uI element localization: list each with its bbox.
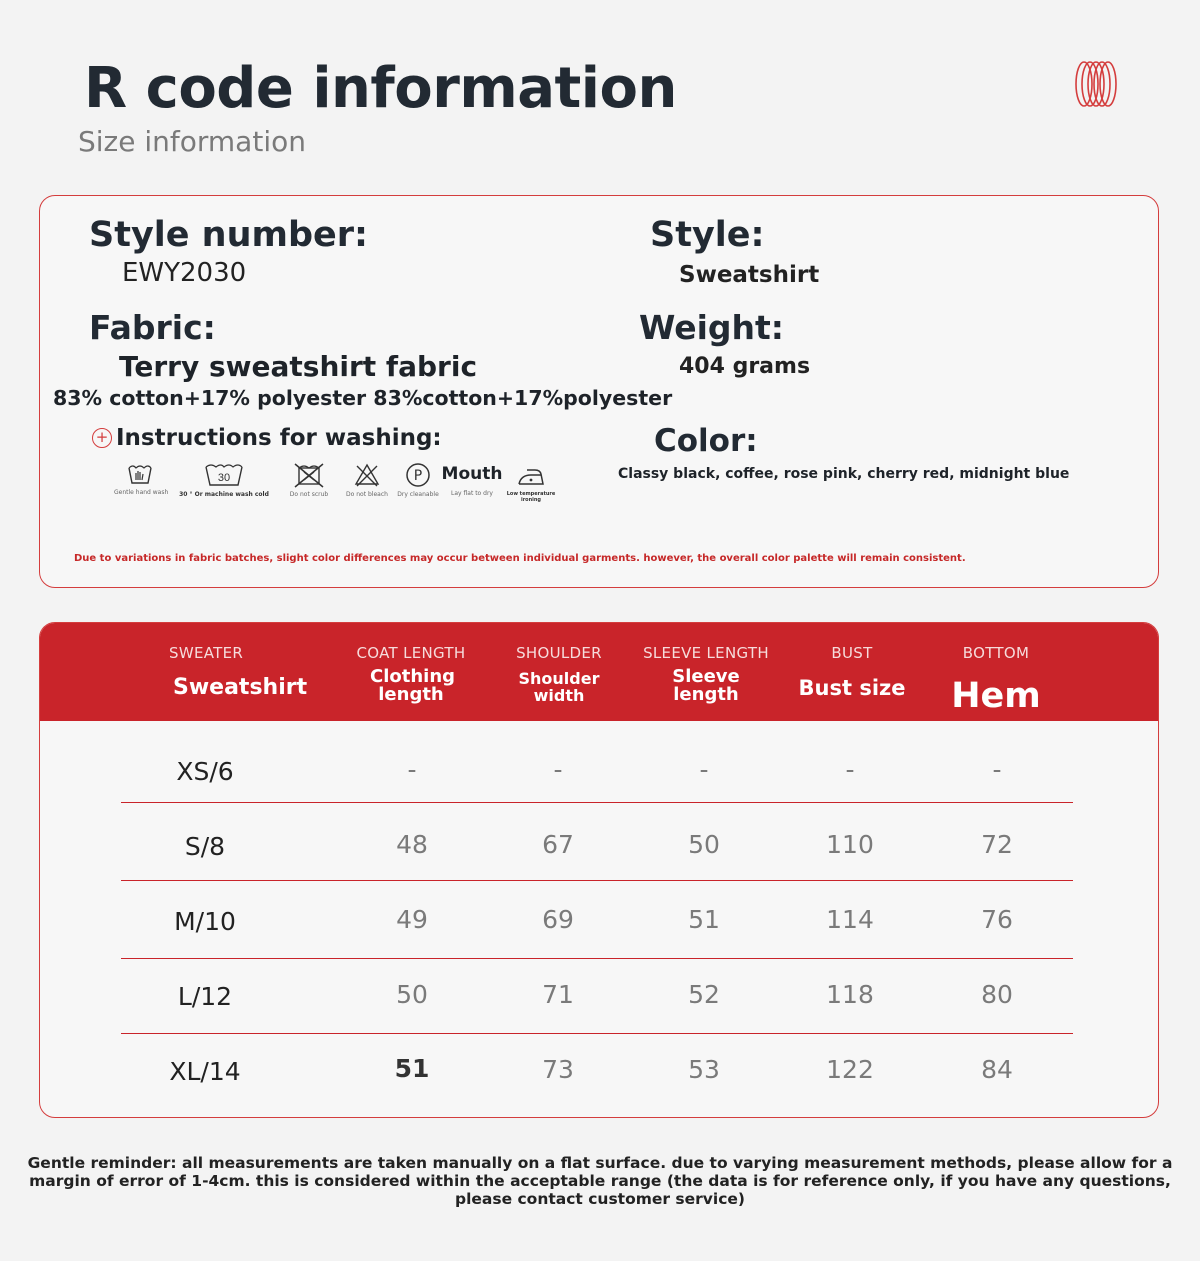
row-divider	[121, 958, 1073, 959]
size-cell: XS/6	[176, 757, 234, 786]
table-cell: 118	[826, 980, 874, 1009]
table-cell: 50	[396, 980, 428, 1009]
row-divider	[121, 802, 1073, 803]
wash-caption: 30 ° Or machine wash cold	[179, 491, 269, 498]
header-col-coat-length	[350, 623, 472, 721]
wash-30-icon	[203, 462, 245, 488]
wash-caption: Dry cleanable	[397, 491, 439, 498]
header-sub: SHOULDER	[516, 644, 602, 662]
table-cell: 69	[542, 905, 574, 934]
dry-clean-icon	[405, 462, 431, 488]
wash-caption: Gentle hand wash	[114, 489, 169, 496]
header-col-sweater	[136, 623, 308, 721]
table-cell: 53	[688, 1055, 720, 1084]
table-cell: 84	[981, 1055, 1013, 1084]
header-col-bust	[790, 623, 914, 721]
table-cell: 51	[688, 905, 720, 934]
wash-icon-item	[396, 462, 440, 498]
no-scrub-icon	[291, 462, 327, 488]
header-main: Bust size	[798, 676, 906, 700]
dry-clean-letter: P	[413, 468, 423, 484]
color-label: Color:	[654, 423, 758, 459]
header-main: Hem	[951, 676, 1041, 716]
wash-icon-item	[341, 462, 393, 498]
page-subtitle: Size information	[78, 125, 306, 158]
weight-value: 404 grams	[679, 354, 811, 379]
plus-circle-icon: +	[92, 428, 112, 448]
header-sub: BOTTOM	[962, 644, 1030, 662]
weight-label: Weight:	[639, 308, 785, 347]
header-sub: SWEATER	[169, 644, 244, 662]
page-title: R code information	[84, 56, 677, 121]
table-cell: 122	[826, 1055, 874, 1084]
header-col-sleeve-length	[636, 623, 776, 721]
header-col-shoulder	[502, 623, 616, 721]
wash-caption: Lay flat to dry	[451, 490, 493, 497]
header-sub: BUST	[831, 644, 873, 662]
header-sub: SLEEVE LENGTH	[643, 644, 769, 662]
table-cell: 114	[826, 905, 874, 934]
iron-icon	[515, 462, 547, 488]
washing-instructions-heading	[92, 425, 442, 451]
measurement-reminder: Gentle reminder: all measurements are taken manually on a flat surface. due to varying measurement methods, please allow for a margin of error of 1-4cm. this is considered within the acceptable range (the data is for reference only, if you have any questions, please contact customer service)	[27, 1154, 1173, 1208]
row-divider	[121, 880, 1073, 881]
fabric-composition: 83% cotton+17% polyester 83%cotton+17%polyester	[53, 386, 673, 410]
table-cell: -	[992, 755, 1002, 784]
table-cell: -	[553, 755, 563, 784]
table-cell: 76	[981, 905, 1013, 934]
wash-icon-item	[505, 462, 557, 503]
washing-label: Instructions for washing:	[116, 425, 442, 451]
table-cell: 80	[981, 980, 1013, 1009]
brand-logo-icon	[1072, 58, 1120, 110]
table-cell: 72	[981, 830, 1013, 859]
fabric-value: Terry sweatshirt fabric	[119, 350, 478, 383]
header-col-bottom	[926, 623, 1066, 721]
table-cell: -	[845, 755, 855, 784]
table-cell: 73	[542, 1055, 574, 1084]
color-variation-notice: Due to variations in fabric batches, slight color differences may occur between individual garments. however, the overall color palette will remain consistent.	[74, 553, 966, 564]
table-cell: 110	[826, 830, 874, 859]
color-values: Classy black, coffee, rose pink, cherry red, midnight blue	[618, 466, 1070, 482]
header-main: Sweatshirt	[173, 675, 308, 700]
style-number-value: EWY2030	[122, 258, 247, 288]
wash-icon-item	[441, 464, 503, 497]
table-cell: 51	[394, 1054, 430, 1083]
no-bleach-icon	[353, 462, 381, 488]
table-cell: 50	[688, 830, 720, 859]
lay-flat-icon: Mouth	[441, 464, 503, 484]
table-cell: 49	[396, 905, 428, 934]
table-cell: 48	[396, 830, 428, 859]
header-main: Clothing length	[370, 666, 456, 705]
wash-caption: Low temperature ironing	[506, 491, 556, 503]
wash-caption: Do not bleach	[346, 491, 388, 498]
style-number-label: Style number:	[89, 215, 369, 255]
wash-30-number: 30	[217, 472, 231, 484]
wash-icon-item	[284, 462, 334, 498]
table-cell: 52	[688, 980, 720, 1009]
wash-caption: Do not scrub	[289, 491, 329, 498]
header-main: Sleeve length	[672, 666, 740, 705]
wash-icon-item	[114, 462, 169, 496]
size-cell: M/10	[174, 907, 236, 936]
table-cell: 67	[542, 830, 574, 859]
table-cell: -	[699, 755, 709, 784]
wash-icon-item	[176, 462, 272, 498]
size-table-header	[40, 623, 1158, 721]
size-cell: L/12	[177, 982, 233, 1011]
size-cell: XL/14	[169, 1057, 241, 1086]
style-label: Style:	[650, 215, 765, 255]
size-table	[39, 622, 1159, 1118]
fabric-label: Fabric:	[89, 308, 216, 347]
table-cell: 71	[542, 980, 574, 1009]
row-divider	[121, 1033, 1073, 1034]
size-cell: S/8	[184, 832, 226, 861]
header-main: Shoulder width	[518, 669, 600, 705]
style-value: Sweatshirt	[679, 262, 820, 288]
header-sub: COAT LENGTH	[356, 644, 466, 662]
table-cell: -	[407, 755, 417, 784]
hand-wash-icon	[127, 462, 153, 486]
